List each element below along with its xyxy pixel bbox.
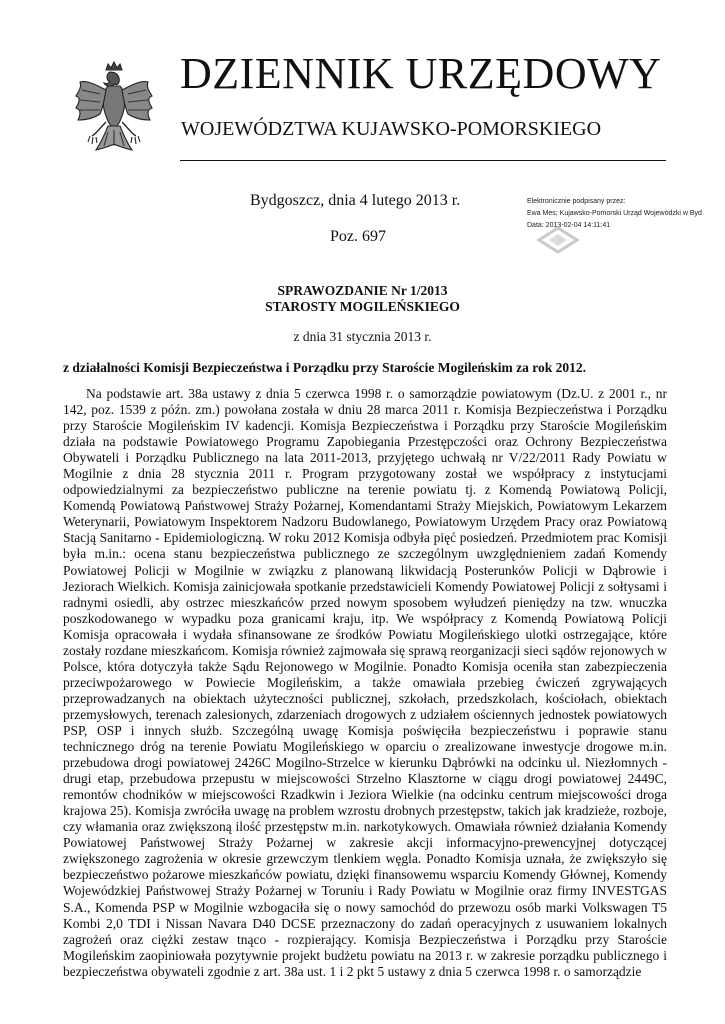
signature-signer: Ewa Mes; Kujawsko-Pomorski Urząd Wojewódzki w Byd [527,210,702,217]
place-and-date: Bydgoszcz, dnia 4 lutego 2013 r. [250,192,461,209]
report-body: Na podstawie art. 38a ustawy z dnia 5 czerwca 1998 r. o samorządzie powiatowym (Dz.U. z 2001 r., nr 142, poz. 1539 z późn. zm.) powołana została w dniu 28 marca 2011 r. Komisja Bezpieczeństwa i Porządku przy Staroście Mogileńskim IV kadencji. Komisja Bezpieczeństwa i Porządku przy Staroście Mogileńskim działa na podstawie Powiatowego Programu Zapobiegania Przestępczości oraz Ochrony Bezpieczeństwa Obywateli i Porządku Publicznego na lata 2011-2013, przyjętego uchwałą nr V/22/2011 Rady Powiatu w Mogilnie z dnia 28 stycznia 2011 r. Program przygotowany został we współpracy z instytucjami odpowiedzialnymi za bezpieczeństwo publiczne na terenie powiatu tj. z Komendą Powiatową Policji, Komendą Powiatową Państwowej Straży Pożarnej, Komendantami Straży Miejskich, Powiatowym Lekarzem Weterynarii, Powiatowym Inspektorem Nadzoru Budowlanego, Powiatowym Urzędem Pracy oraz Powiatową Stacją Sanitarno - Epidemiologiczną. W roku 2012 Komisja odbyła pięć posiedzeń. Przedmiotem prac Komisji była m.in.: ocena stanu bezpieczeństwa publicznego ze szczególnym uwzględnieniem zadań Komendy Powiatowej Policji w Mogilnie w związku z planowaną likwidacją Posterunków Policji w Dąbrowie i Jeziorach Wielkich. Komisja zainicjowała spotkanie przedstawicieli Komendy Powiatowej Policji z sołtysami i radnymi osiedli, aby ostrzec mieszkańców przed nowym sposobem wyłudzeń pieniędzy na tzw. wnuczka poszkodowanego w wypadku poza granicami kraju, itp. We współpracy z Komendą Powiatową Policji Komisja opracowała i wydała sfinansowane ze środków Powiatu Mogileńskiego ulotki ostrzegające, które zostały rozdane mieszkańcom. Komisja również zajmowała się sprawą reorganizacji sieci sądów rejonowych w Polsce, która dotyczyła także Sądu Rejonowego w Mogilnie. Ponadto Komisja oceniła stan zabezpieczenia przeciwpożarowego w Powiecie Mogileńskim, a także omawiała przebieg ćwiczeń zgrywających przeprowadzanych na obiektach użyteczności publicznej, szkołach, przedszkolach, kościołach, obiektach przemysłowych, terenach zalesionych, zdarzeniach drogowych z udziałem ościennych jednostek powiatowych PSP, OSP i innych służb. Szczególną uwagę Komisja poświęciła bezpieczeństwu i poprawie stanu technicznego dróg na terenie Powiatu Mogileńskiego w oparciu o zrealizowane inwestycje drogowe m.in. przebudowa drogi powiatowej 2426C Mogilno-Strzelce w kierunku Dąbrówki na odcinku ul. Niezłomnych - drugi etap, przebudowa przepustu w miejscowości Strzelno Klasztorne w ciągu drogi powiatowej 2449C, remontów chodników w miejscowości Rzadkwin i Jeziora Wielkie (na odcinku centrum miejscowości droga krajowa 25). Komisja zwróciła uwagę na problem wzrostu drobnych przestępstw, takich jak kradzieże, rozboje, czy włamania oraz zwiększoną ilość przestępstw m.in. narkotykowych. Omawiała również działania Komendy Powiatowej Państwowej Straży Pożarnej w zakresie akcji informacyjno-prewencyjnej dotyczącej zwiększonego zagrożenia w okresie grzewczym tlenkiem węgla. Ponadto Komisja uznała, że zwiększyło się bezpieczeństwo pożarowe mieszkańców powiatu, dzięki finansowemu wsparciu Komendy Głównej, Komendy Wojewódzkiej Państwowej Straży Pożarnej w Toruniu i Rady Powiatu w Mogilnie oraz firmy INVESTGAS S.A., Komenda PSP w Mogilnie wzbogaciła się o nowy samochód do przewozu osób marki Volkswagen T5 Kombi 2,0 TDI i Nissan Navara D40 DCSE przeznaczony do zadań operacyjnych z usuwaniem lokalnych zagrożeń oraz ciężki zestaw tnąco - rozpierający. Komisja Bezpieczeństwa i Porządku przy Staroście Mogileńskim zaopiniowała pozytywnie projekt budżetu powiatu na 2013 r. w zakresie porządku publicznego i bezpieczeństwa obywateli zgodnie z art. 38a ust. 1 i 2 pkt 5 ustawy z dnia 5 czerwca 1998 r. o samorządzie [63,386,667,979]
signature-date: Data: 2013-02-04 14:11:41 [527,222,611,229]
report-date: z dnia 31 stycznia 2013 r. [293,329,432,344]
report-heading: SPRAWOZDANIE Nr 1/2013 [277,283,448,298]
position-number: Poz. 697 [330,228,386,245]
journal-title: DZIENNIK URZĘDOWY [180,49,662,98]
electronic-signature-block [527,196,717,256]
report-subject: z działalności Komisji Bezpieczeństwa i Porządku przy Staroście Mogileńskim za rok 2012. [63,360,586,375]
header-divider [180,160,666,161]
journal-subtitle: WOJEWÓDZTWA KUJAWSKO-POMORSKIEGO [181,118,602,140]
signature-validity-mark-icon [535,226,581,254]
polish-eagle-emblem-icon [70,60,158,172]
signature-label: Elektronicznie podpisany przez: [527,198,626,205]
report-issuer: STAROSTY MOGILEŃSKIEGO [265,299,460,314]
